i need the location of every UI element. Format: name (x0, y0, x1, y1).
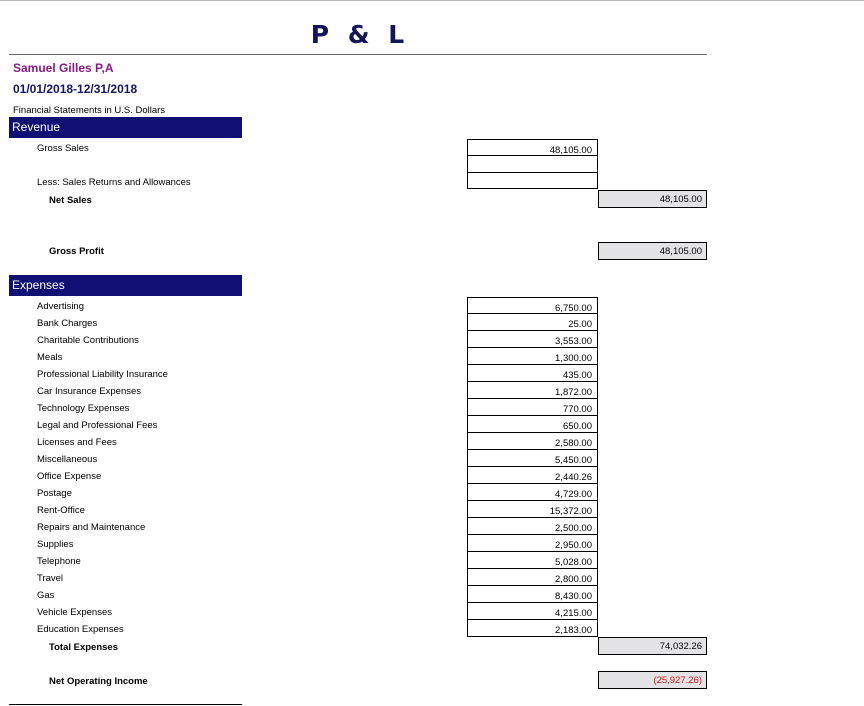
expense-value[interactable]: 4,729.00 (467, 484, 598, 501)
expense-label: Licenses and Fees (37, 437, 117, 448)
sales-returns-label: Less: Sales Returns and Allowances (37, 177, 191, 188)
expense-value[interactable]: 8,430.00 (467, 586, 598, 603)
report-period: 01/01/2018-12/31/2018 (13, 82, 138, 96)
expense-value[interactable]: 2,500.00 (467, 518, 598, 535)
expense-label: Telephone (37, 556, 81, 567)
expense-value[interactable]: 2,950.00 (467, 535, 598, 552)
bottom-divider (9, 704, 242, 705)
expense-label: Miscellaneous (37, 454, 98, 465)
expense-label: Professional Liability Insurance (37, 369, 168, 380)
expense-value[interactable]: 1,872.00 (467, 382, 598, 399)
expense-value[interactable]: 435.00 (467, 365, 598, 382)
revenue-header: Revenue (9, 117, 242, 138)
expense-label: Repairs and Maintenance (37, 522, 146, 533)
company-name: Samuel Gilles P,A (13, 61, 114, 75)
expense-label: Office Expense (37, 471, 102, 482)
top-border (0, 0, 864, 1)
expense-label: Technology Expenses (37, 403, 130, 414)
expense-value[interactable]: 3,553.00 (467, 331, 598, 348)
expense-label: Postage (37, 488, 72, 499)
expense-value[interactable]: 2,800.00 (467, 569, 598, 586)
expense-value[interactable]: 650.00 (467, 416, 598, 433)
expense-value[interactable]: 15,372.00 (467, 501, 598, 518)
expense-label: Bank Charges (37, 318, 98, 329)
expense-value[interactable]: 2,183.00 (467, 620, 598, 637)
expense-value[interactable]: 5,028.00 (467, 552, 598, 569)
net-sales-label: Net Sales (49, 195, 92, 206)
expense-value[interactable]: 2,440.26 (467, 467, 598, 484)
expense-label: Travel (37, 573, 64, 584)
total-expenses-total[interactable]: 74,032.26 (598, 637, 707, 655)
gross-profit-label: Gross Profit (49, 246, 104, 257)
expense-value[interactable]: 2,580.00 (467, 433, 598, 450)
expense-label: Gas (37, 590, 55, 601)
expense-value[interactable]: 1,300.00 (467, 348, 598, 365)
expense-value[interactable]: 4,215.00 (467, 603, 598, 620)
expense-label: Meals (37, 352, 63, 363)
net-operating-income-total[interactable]: (25,927.26) (598, 671, 707, 689)
expense-label: Education Expenses (37, 624, 124, 635)
expense-label: Supplies (37, 539, 74, 550)
gross-sales-label: Gross Sales (37, 143, 89, 154)
total-expenses-label: Total Expenses (49, 642, 118, 653)
expense-value[interactable]: 6,750.00 (467, 297, 598, 314)
expense-label: Advertising (37, 301, 84, 312)
sales-returns-cell[interactable] (467, 172, 598, 189)
expenses-header: Expenses (9, 275, 242, 296)
expense-value[interactable]: 770.00 (467, 399, 598, 416)
expense-label: Legal and Professional Fees (37, 420, 158, 431)
title-divider (9, 54, 707, 55)
gross-profit-total[interactable]: 48,105.00 (598, 242, 707, 260)
net-operating-income-label: Net Operating Income (49, 676, 148, 687)
expense-label: Rent-Office (37, 505, 85, 516)
expense-label: Car Insurance Expenses (37, 386, 142, 397)
expense-label: Charitable Contributions (37, 335, 139, 346)
gross-sales-cell[interactable]: 48,105.00 (467, 139, 598, 156)
expense-label: Vehicle Expenses (37, 607, 112, 618)
report-title: P & L (310, 20, 410, 49)
empty-revenue-cell[interactable] (467, 156, 598, 173)
currency-note: Financial Statements in U.S. Dollars (13, 105, 166, 116)
net-sales-total[interactable]: 48,105.00 (598, 190, 707, 208)
expense-value[interactable]: 25.00 (467, 314, 598, 331)
expense-value[interactable]: 5,450.00 (467, 450, 598, 467)
